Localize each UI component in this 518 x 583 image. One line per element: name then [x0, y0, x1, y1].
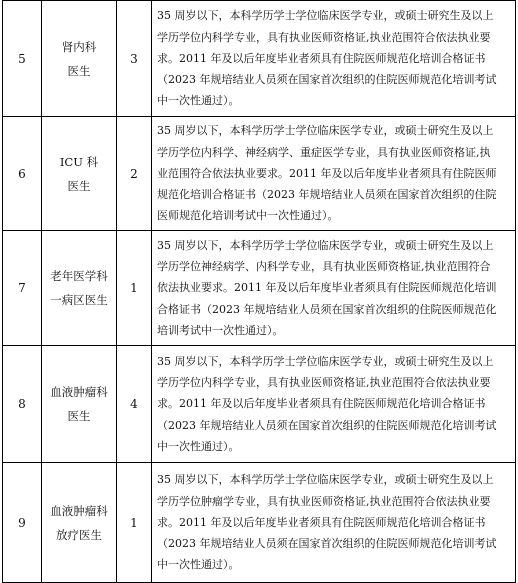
requirement-text	[152, 231, 516, 346]
requirement-line: （2023 年规培结业人员须在国家首次组织的住院医师规范化培训考试	[157, 73, 497, 87]
headcount: 4	[117, 346, 152, 463]
requirement-line: （2023 年规培结业人员须在国家首次组织的住院医师规范化培训考试	[157, 418, 497, 432]
requirement-line: 求。2011 年及以后年度毕业者须具有住院医师规范化培训合格证书	[157, 51, 486, 65]
requirement-line: 35 周岁以下，本科学历学士学位临床医学专业，或硕士研究生及以上	[157, 238, 494, 252]
table-row	[3, 346, 516, 463]
position-name	[42, 346, 117, 463]
position-line: 医生	[67, 63, 91, 78]
position-line: 老年医学科	[50, 269, 108, 283]
headcount: 3	[117, 1, 152, 117]
requirement-line: 中一次性通过）。	[157, 439, 240, 453]
position-line: 医生	[67, 409, 91, 423]
headcount: 2	[117, 117, 152, 231]
requirement-line: 学历学位肿瘤学专业，具有执业医师资格证,执业范围符合依法执业要	[157, 494, 491, 508]
headcount: 1	[117, 463, 152, 583]
position-name	[42, 117, 117, 231]
requirement-line: 合格证书（2023 年规培结业人员须在国家首次组织的住院医师规范化	[157, 302, 497, 316]
recruitment-table	[2, 0, 516, 583]
requirement-line: 中一次性通过）。	[157, 558, 240, 572]
position-name	[42, 463, 117, 583]
position-line: 医生	[67, 178, 91, 193]
table-row	[3, 463, 516, 583]
requirement-text	[152, 117, 516, 231]
requirement-line: 求。2011 年及以后年度毕业者须具有住院医师规范化培训合格证书	[157, 515, 486, 529]
row-number: 6	[3, 117, 42, 231]
table-row	[3, 1, 516, 117]
row-number: 9	[3, 463, 42, 583]
requirement-line: 依法执业要求。2011 年及以后年度毕业者须具有住院医师规范化培训	[157, 281, 497, 295]
table-row	[3, 117, 516, 231]
requirement-line: 35 周岁以下，本科学历学士学位临床医学专业，或硕士研究生及以上	[157, 473, 494, 487]
position-name	[42, 231, 117, 346]
requirement-line: 业范围符合依法执业要求。2011 年及以后年度毕业者须具有住院医师	[157, 166, 497, 180]
position-line: 血液肿瘤科	[50, 385, 108, 399]
headcount: 1	[117, 231, 152, 346]
requirement-line: 学历学位内科学专业，具有执业医师资格证,执业范围符合依法执业要	[157, 30, 491, 44]
requirement-line: 中一次性通过）。	[157, 94, 240, 108]
requirement-line: 35 周岁以下，本科学历学士学位临床医学专业，或硕士研究生及以上	[157, 124, 494, 138]
requirement-line: 学历学位内科学专业，具有执业医师资格证,执业范围符合依法执业要	[157, 376, 491, 390]
row-number: 5	[3, 1, 42, 117]
requirement-line: 医师规范化培训考试中一次性通过）。	[157, 209, 339, 223]
table-row	[3, 231, 516, 346]
requirement-text	[152, 1, 516, 117]
requirement-line: 培训考试中一次性通过）。	[157, 323, 284, 337]
requirement-line: 规范化培训合格证书（2023 年规培结业人员须在国家首次组织的住院	[157, 188, 497, 202]
requirement-text	[152, 346, 516, 463]
position-name	[42, 1, 117, 117]
row-number: 8	[3, 346, 42, 463]
requirement-line: 35 周岁以下，本科学历学士学位临床医学专业，或硕士研究生及以上	[157, 9, 494, 23]
requirement-text	[152, 463, 516, 583]
position-line: 放疗医生	[56, 527, 102, 542]
row-number: 7	[3, 231, 42, 346]
position-line: 一病区医生	[50, 293, 108, 307]
requirement-line: 学历学位神经病学、内科学专业，具有执业医师资格证,执业范围符合	[157, 260, 491, 274]
requirement-line: 学历学位内科学、神经病学、重症医学专业，具有执业医师资格证,执	[157, 145, 491, 159]
requirement-line: （2023 年规培结业人员须在国家首次组织的住院医师规范化培训考试	[157, 537, 497, 551]
position-line: ICU 科	[59, 154, 99, 169]
position-line: 血液肿瘤科	[50, 503, 108, 518]
requirement-line: 35 周岁以下，本科学历学士学位临床医学专业，或硕士研究生及以上	[157, 354, 494, 368]
position-line: 肾内科	[61, 39, 97, 54]
requirement-line: 求。2011 年及以后年度毕业者须具有住院医师规范化培训合格证书	[157, 397, 486, 411]
